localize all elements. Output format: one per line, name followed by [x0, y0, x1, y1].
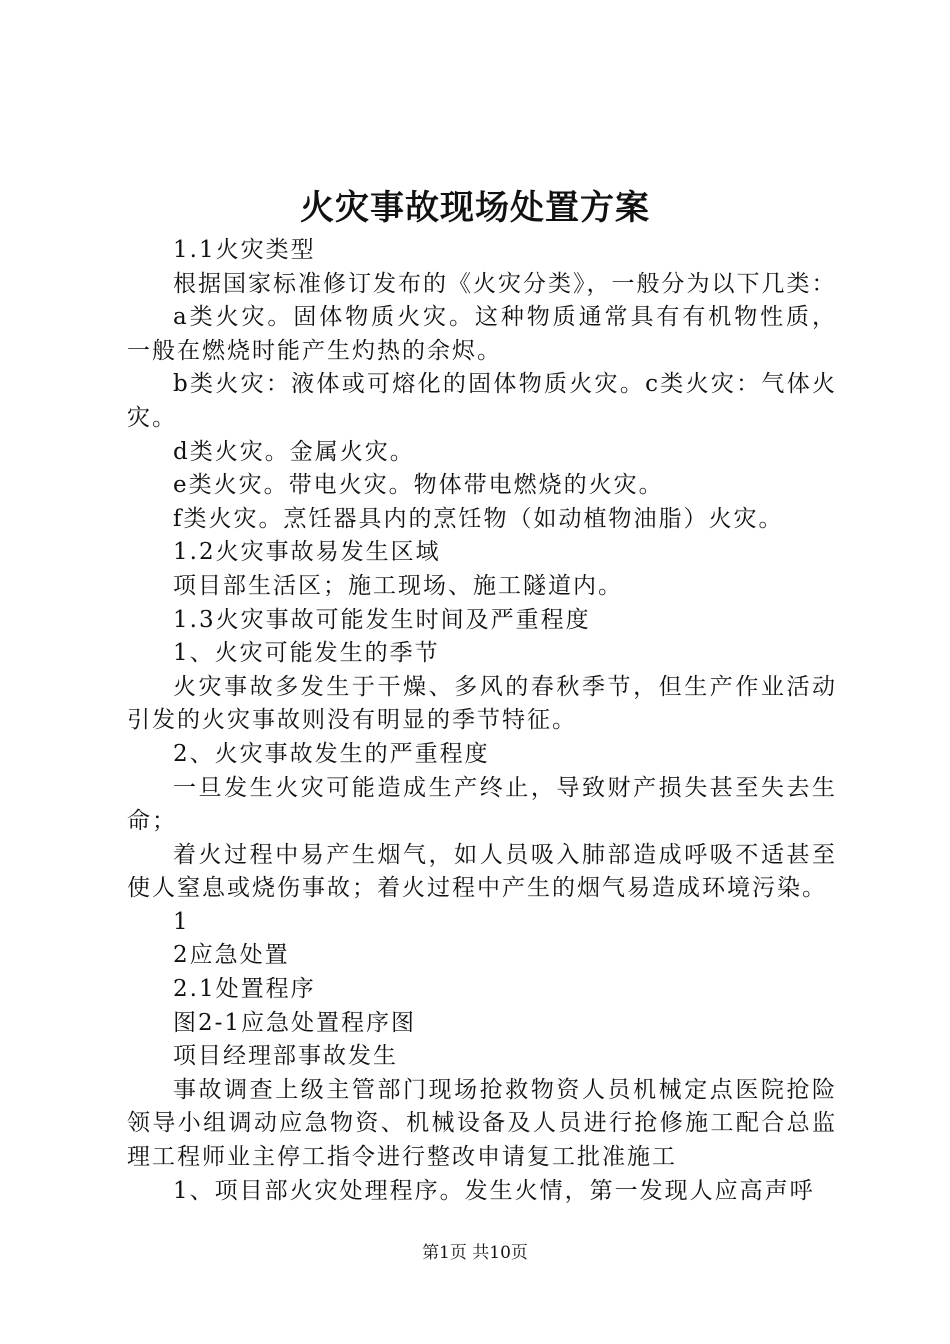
subheading: 1、火灾可能发生的季节 [173, 640, 440, 667]
paragraph: 着火过程中易产生烟气，如人员吸入肺部造成呼吸不适甚至使人窒息或烧伤事故；着火过程中产生的烟气易造成环境污染。 [127, 841, 837, 902]
paragraph: 1 [173, 908, 190, 935]
paragraph: a类火灾。固体物质火灾。这种物质通常具有有机物性质，一般在燃烧时能产生灼热的余烬。 [127, 304, 837, 364]
section-heading-1-3: 1.3火灾事故可能发生时间及严重程度 [173, 606, 591, 633]
paragraph: f类火灾。烹饪器具内的烹饪物（如动植物油脂）火灾。 [173, 505, 784, 532]
paragraph: 根据国家标准修订发布的《火灾分类》，一般分为以下几类： [173, 270, 837, 297]
paragraph: d类火灾。金属火灾。 [173, 438, 415, 465]
paragraph: b类火灾：液体或可熔化的固体物质火灾。c类火灾：气体火灾。 [127, 371, 837, 431]
figure-caption: 图2-1应急处置程序图 [173, 1009, 417, 1036]
section-heading-2: 2应急处置 [173, 942, 290, 969]
paragraph: 事故调查上级主管部门现场抢救物资人员机械定点医院抢险领导小组调动应急物资、机械设备及人员进行抢修施工配合总监理工程师业主停工指令进行整改申请复工批准施工 [127, 1076, 837, 1171]
section-heading-1-2: 1.2火灾事故易发生区域 [173, 539, 441, 566]
subheading: 2、火灾事故发生的严重程度 [173, 740, 490, 767]
paragraph: e类火灾。带电火灾。物体带电燃烧的火灾。 [173, 472, 664, 499]
paragraph: 项目部生活区；施工现场、施工隧道内。 [173, 572, 623, 599]
document-body [127, 234, 837, 1208]
paragraph: 项目经理部事故发生 [173, 1043, 398, 1070]
page-title: 火灾事故现场处置方案 [300, 188, 650, 228]
paragraph: 一旦发生火灾可能造成生产终止，导致财产损失甚至失去生命； [127, 774, 837, 835]
section-heading-2-1: 2.1处置程序 [173, 976, 316, 1003]
paragraph: 1、项目部火灾处理程序。发生火情，第一发现人应高声呼 [173, 1177, 815, 1204]
paragraph: 火灾事故多发生于干燥、多风的春秋季节，但生产作业活动引发的火灾事故则没有明显的季节特征。 [127, 673, 837, 734]
section-heading-1-1: 1.1火灾类型 [173, 237, 316, 263]
page-footer: 第1页 共10页 [422, 1243, 528, 1263]
